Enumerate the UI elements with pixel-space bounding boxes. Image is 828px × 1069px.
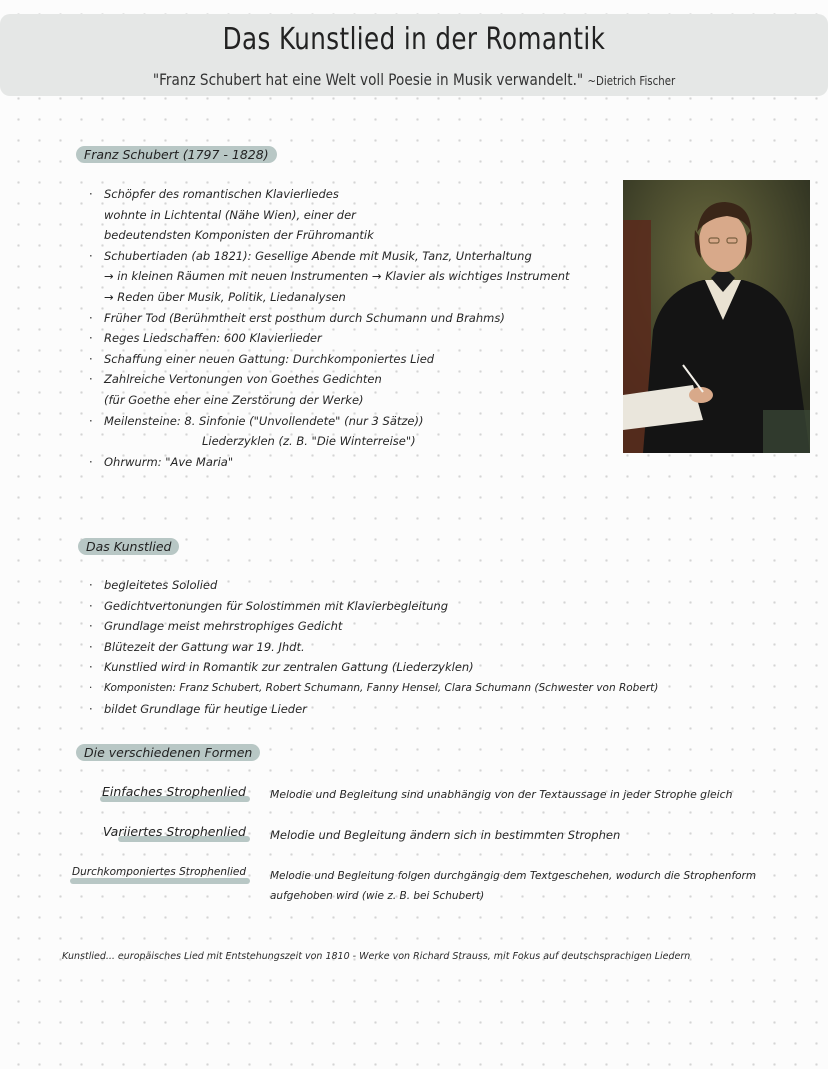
list-item: · bildet Grundlage für heutige Lieder xyxy=(89,701,307,716)
form-term-durchkomponiert: Durchkomponiertes Strophenlied xyxy=(72,866,246,878)
form-text-durchkomponiert-2: aufgehoben wird (wie z. B. bei Schubert) xyxy=(270,890,485,902)
list-item: · Gedichtvertonungen für Solostimmen mit Klavierbegleitung xyxy=(89,598,449,613)
schubert-list xyxy=(89,184,570,472)
section-heading-formen: Die verschiedenen Formen xyxy=(76,744,260,761)
list-item: · Blütezeit der Gattung war 19. Jhdt. xyxy=(89,639,305,654)
list-item: bedeutendsten Komponisten der Frühromantik xyxy=(104,228,374,243)
list-item: → Reden über Musik, Politik, Liedanalysen xyxy=(104,289,346,304)
form-text-durchkomponiert-1: Melodie und Begleitung folgen durchgängig dem Textgeschehen, wodurch die Strophenform xyxy=(270,870,757,882)
footnote: Kunstlied... europäisches Lied mit Entstehungszeit von 1810 - Werke von Richard Strauss, mit Fokus auf deutschsprachigen Liedern xyxy=(62,951,691,962)
quote-author: ~Dietrich Fischer xyxy=(587,74,676,88)
list-item: · Früher Tod (Berühmtheit erst posthum durch Schumann und Brahms) xyxy=(89,310,505,325)
list-item: · Meilensteine: 8. Sinfonie ("Unvollendete" (nur 3 Sätze)) xyxy=(89,413,424,428)
section-heading-kunstlied: Das Kunstlied xyxy=(78,538,179,555)
list-item: · Ohrwurm: "Ave Maria" xyxy=(89,454,234,469)
section-heading-schubert: Franz Schubert (1797 - 1828) xyxy=(76,146,277,163)
term-highlight xyxy=(70,878,250,884)
form-term-variiert: Variiertes Strophenlied xyxy=(102,824,246,839)
schubert-portrait xyxy=(623,180,810,453)
list-item: · Grundlage meist mehrstrophiges Gedicht xyxy=(89,619,343,634)
form-text-variiert: Melodie und Begleitung ändern sich in bestimmten Strophen xyxy=(270,828,621,842)
quote xyxy=(62,70,766,89)
list-item: wohnte in Lichtental (Nähe Wien), einer der xyxy=(104,207,356,222)
kunstlied-list xyxy=(89,575,659,719)
form-text-einfach: Melodie und Begleitung sind unabhängig von der Textaussage in jeder Strophe gleich xyxy=(270,788,733,801)
list-item: · Schöpfer des romantischen Klavierliedes xyxy=(89,187,339,201)
page-title: Das Kunstlied in der Romantik xyxy=(222,22,606,57)
list-item: (für Goethe eher eine Zerstörung der Werke) xyxy=(104,392,364,407)
list-item: · Kunstlied wird in Romantik zur zentralen Gattung (Liederzyklen) xyxy=(89,660,474,675)
list-item: · begleitetes Sololied xyxy=(89,578,218,592)
list-item: · Schubertiaden (ab 1821): Gesellige Abende mit Musik, Tanz, Unterhaltung xyxy=(89,248,532,263)
list-item: · Komponisten: Franz Schubert, Robert Schumann, Fanny Hensel, Clara Schumann (Schwester von Robert) xyxy=(89,681,659,694)
form-term-einfach: Einfaches Strophenlied xyxy=(102,784,246,799)
list-item: · Zahlreiche Vertonungen von Goethes Gedichten xyxy=(89,372,382,387)
quote-text: "Franz Schubert hat eine Welt voll Poesie in Musik verwandelt." xyxy=(152,70,584,89)
list-item: · Schaffung einer neuen Gattung: Durchkomponiertes Lied xyxy=(89,351,435,366)
list-item: · Reges Liedschaffen: 600 Klavierlieder xyxy=(89,331,322,346)
portrait-illustration xyxy=(623,180,810,453)
list-item: → in kleinen Räumen mit neuen Instrumenten → Klavier als wichtiges Instrument xyxy=(104,269,570,284)
list-item: Liederzyklen (z. B. "Die Winterreise") xyxy=(202,434,416,449)
